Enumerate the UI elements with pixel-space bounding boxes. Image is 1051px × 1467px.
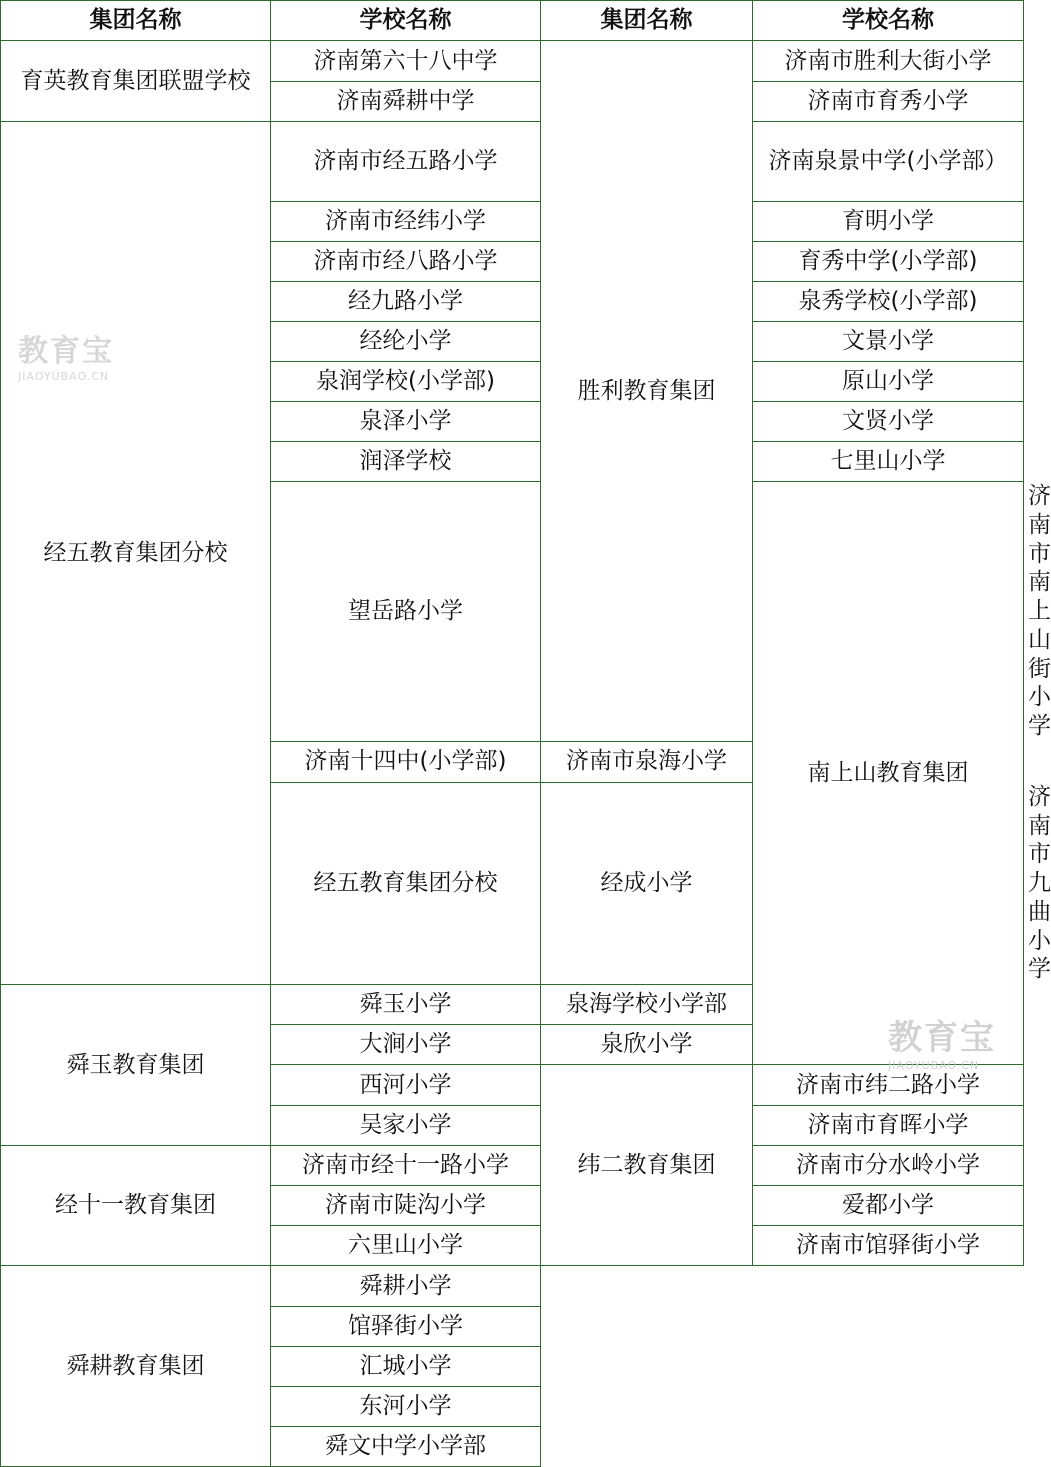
school-cell: 经纶小学 (271, 322, 541, 362)
school-cell: 济南市分水岭小学 (753, 1146, 1024, 1186)
school-cell: 济南市育晖小学 (753, 1106, 1024, 1146)
empty-cell (541, 1266, 1024, 1467)
school-cell: 济南市经纬小学 (271, 202, 541, 242)
school-cell: 济南市经十一路小学 (271, 1146, 541, 1186)
school-cell: 大涧小学 (271, 1025, 541, 1065)
watermark-text: 教育宝 (18, 334, 114, 369)
table-row: 望岳路小学 南上山教育集团 济南市南上山街小学 (1, 482, 1024, 742)
school-cell: 济南市陡沟小学 (271, 1186, 541, 1226)
school-cell: 经九路小学 (271, 282, 541, 322)
school-cell: 济南市经八路小学 (271, 242, 541, 282)
school-cell: 七里山小学 (753, 442, 1024, 482)
group-name-cell: 纬二教育集团 (541, 1065, 753, 1266)
school-cell: 舜玉小学 (271, 985, 541, 1025)
school-cell: 育明小学 (753, 202, 1024, 242)
group-name-cell: 经十一教育集团 (1, 1146, 271, 1266)
school-cell: 吴家小学 (271, 1106, 541, 1146)
header-school-name: 学校名称 (271, 1, 541, 41)
school-cell: 济南市纬二路小学 (753, 1065, 1024, 1106)
group-name-cell: 舜玉教育集团 (1, 985, 271, 1146)
group-name-cell: 经五教育集团分校 (271, 782, 541, 984)
school-cell: 济南舜耕中学 (271, 82, 541, 122)
group-name-cell: 南上山教育集团 (753, 482, 1024, 1065)
school-cell: 济南市经五路小学 (271, 122, 541, 202)
school-cell: 汇城小学 (271, 1347, 541, 1387)
watermark-domain: JIAOYUBAO.CN (888, 1059, 980, 1072)
school-cell: 济南市馆驿街小学 (753, 1226, 1024, 1266)
school-cell: 济南市胜利大街小学 (753, 41, 1024, 82)
school-cell: 文贤小学 (753, 402, 1024, 442)
watermark-domain: JIAOYUBAO.CN (18, 370, 110, 383)
school-cell: 六里山小学 (271, 1226, 541, 1266)
watermark-text: 教育宝 (888, 1018, 996, 1058)
school-cell: 西河小学 (271, 1065, 541, 1106)
school-cell: 爱都小学 (753, 1186, 1024, 1226)
school-cell: 泉海学校小学部 (541, 985, 753, 1025)
school-cell: 济南第六十八中学 (271, 41, 541, 82)
school-cell: 馆驿街小学 (271, 1307, 541, 1347)
school-cell: 舜文中学小学部 (271, 1427, 541, 1467)
school-cell: 泉欣小学 (541, 1025, 753, 1065)
school-cell: 泉泽小学 (271, 402, 541, 442)
school-cell: 原山小学 (753, 362, 1024, 402)
header-group-name: 集团名称 (541, 1, 753, 41)
school-cell: 济南市育秀小学 (753, 82, 1024, 122)
header-row (1, 1, 1024, 41)
school-cell: 润泽学校 (271, 442, 541, 482)
school-cell: 济南市泉海小学 (541, 741, 753, 782)
school-cell: 济南十四中(小学部) (271, 741, 541, 782)
group-name-cell: 经五教育集团分校 (1, 122, 271, 985)
school-cell: 泉秀学校(小学部) (753, 282, 1024, 322)
school-cell: 泉润学校(小学部) (271, 362, 541, 402)
group-name-cell: 育英教育集团联盟学校 (1, 41, 271, 122)
school-cell: 东河小学 (271, 1387, 541, 1427)
table-row (1, 122, 1024, 202)
table-row: 经五教育集团分校 经成小学 济南市九曲小学 (1, 782, 1024, 984)
school-cell: 济南泉景中学(小学部） (753, 122, 1024, 202)
table-row (1, 1146, 1024, 1186)
header-school-name: 学校名称 (753, 1, 1024, 41)
group-name-cell: 舜耕教育集团 (1, 1266, 271, 1467)
school-cell: 舜耕小学 (271, 1266, 541, 1307)
school-cell: 文景小学 (753, 322, 1024, 362)
header-group-name: 集团名称 (1, 1, 271, 41)
table-row (1, 1266, 1024, 1307)
group-name-cell: 胜利教育集团 (541, 41, 753, 742)
school-cell: 育秀中学(小学部) (753, 242, 1024, 282)
school-cell: 经成小学 (541, 782, 753, 984)
table-row (1, 41, 1024, 82)
school-cell: 望岳路小学 (271, 482, 541, 742)
